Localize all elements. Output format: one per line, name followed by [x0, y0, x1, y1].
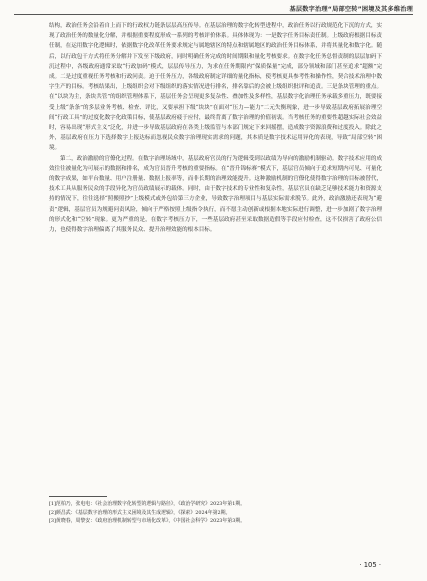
footnote-rule	[49, 496, 107, 497]
header-rule	[14, 14, 413, 15]
article-body	[49, 21, 382, 235]
footnote-item: [2]颜昌武：《基层数字治理的形式主义困境及其生成逻辑》，《探索》2024年第2期。	[49, 509, 231, 516]
footnotes	[49, 500, 382, 526]
body-paragraph: 第二，政治激励的官僚化过程。在数字治理场域中，基层政府官员的行为逻辑受到以政绩为导向的激励机制驱动。数字技术应用的成效往往被量化为可展示的数据和排名，成为官员晋升考核的重要指标。在“晋升锦标赛”模式下，基层官员倾向于追求短期内可见、可量化的数字成果，如平台数量、用户注册量、数据上报率等，而非长期的治理效能提升。这种激励机制的官僚化使得数字治理的目标被替代，技术工具从服务民众的手段异化为官员政绩展示的载体。同时，由于数字技术的专业性和复杂性，基层官员在缺乏足够技术能力和资源支持的情况下，往往选择“照搬照抄”上级模式或外包给第三方企业，导致数字治理项目与基层实际需求脱节。此外，政治激励还表现为“避责”逻辑，基层官员为规避问责风险，倾向于严格按照上级指令执行，而不愿主动创新或根据本地实际进行调整，进一步加剧了数字治理的形式化和“空转”现象。更为严重的是，在数字考核压力下，一些基层政府甚至采取数据造假等手段应付检查，这不仅损害了政府公信力，也使得数字治理偏离了其服务民众、提升治理效能的根本目标。	[49, 155, 382, 234]
body-paragraph: 结构，政治任务会沿着自上而下的行政权力链条层层高压传导。在基层治理的数字化转型进程中，政治任务以行政规范化下沉的方式，实现了政治任务的数量化分解，并根据重要程度形成一系列的考核评价体系。具体体现为：一是数字任务目标责任制。上级政府根据目标责任制，在运用数字化逻辑时，依据数字化改革任务要求规定与属地辖区的特点和辖属地区的政治任务目标体系，并将其量化和数字化。随后，以行政包干方式将任务分解并下发至下级政府，同时明确任务完成的时间期限和量化考核要求。在数字化任务总督责制的层层加码下沉过程中，各级政府通常采取“行政加码”模式，层层传导压力，为求在任务期限内“保质保量”完成，部分领域和部门甚至追求“超额”完成。二是过度重视任务考核和行政问责。迫于任务压力，各级政府制定详细的量化指标，使考核更具参考性和操作性，契合技术治理中数字生产的目标。考核结果出，上级组织会对下级组织的落实情况进行排名，排名靠后的会被上级组织批评和追责。三是条块管理的重点。在“以块为主，条块共管”的组织管理体系下，基层任务会呈现更多复杂性、叠加性及多样性，基层数字化治理任务承载多重压力，既要接受上级“条条”的多层业务考核、检查、评比，又要承担下级“块块”在面对“压力—能力”二元失衡现象，进一步导致基层政府拓展治理空间“行政工具”的过度化数字化政策目标，使基层政府疲于应付，最终背离了数字治理的价值初衷。当考核任务的重要性超越实际社会效益时，容易出现“形式主义”泛化，并进一步导致基层政府在各类上级监管与本部门规定下来回摇摆，造成数字资源浪费和过度投入。除此之外，基层政府在压力下选择数字上报达标而忽视民众数字治理现实需求的问题，其本质是数字技术运用异化的表现，导致“局部空转”困境。	[49, 23, 382, 152]
footnote-item: [3]黄晓春，周黎安：《政府治理机制转型与市场化改革》，《中国社会科学》2023年第3期。	[49, 518, 246, 525]
footnote-item: [1]范柏乃，张电电：《社会治理数字化转型的逻辑与路径》，《政治学研究》2023年第1期。	[49, 501, 246, 507]
running-title: 基层数字治理“局部空转”困境及其多维治理	[289, 6, 413, 13]
page-number: · 105 ·	[359, 561, 381, 569]
